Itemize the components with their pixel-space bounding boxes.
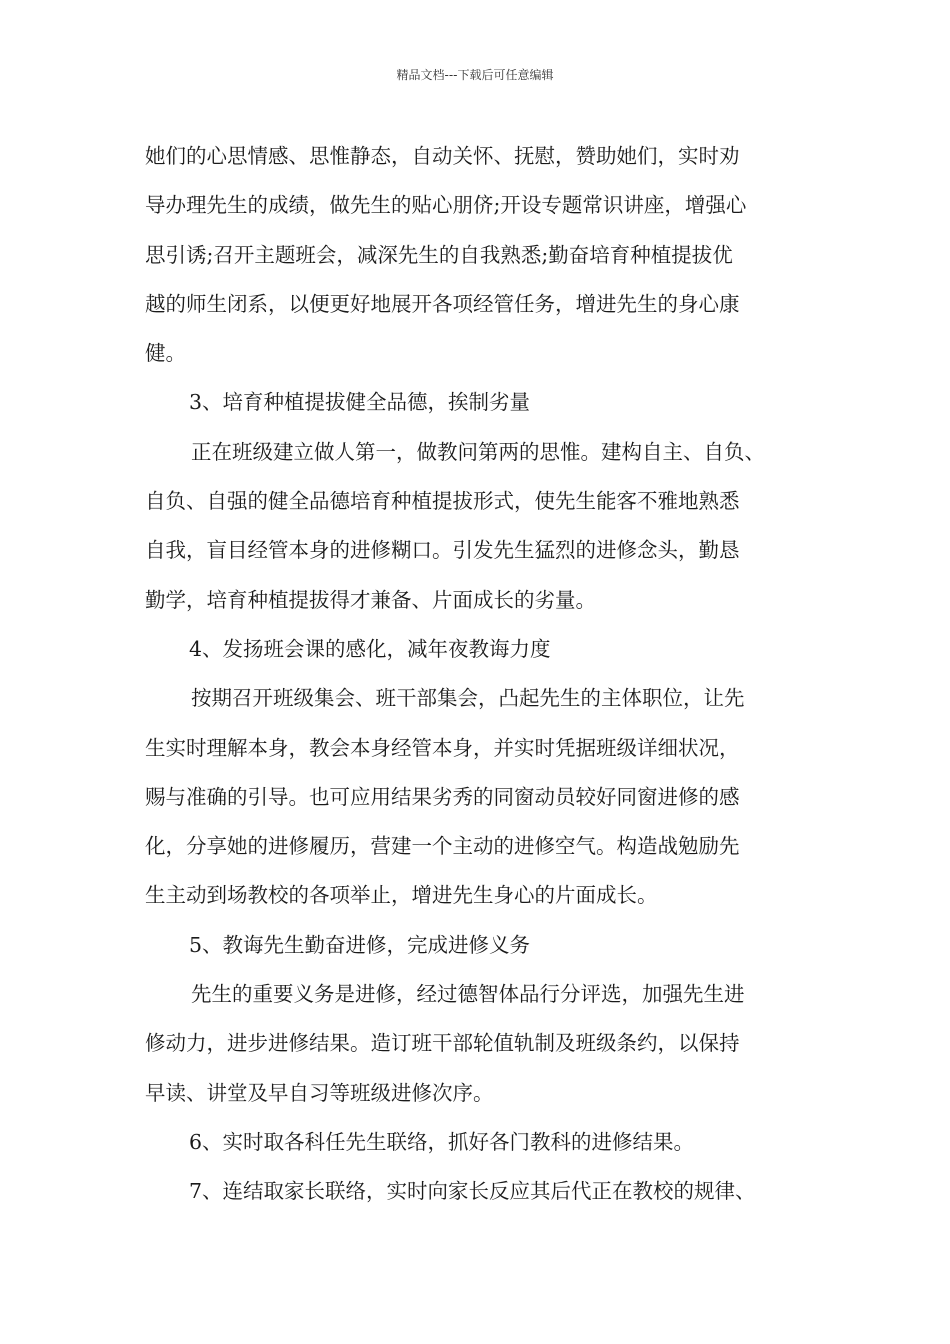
paragraph-first-line: 先生的重要义务是进修，经过德智体品行分评选，加强先生进 (191, 982, 745, 1007)
body-line: 生实时理解本身，教会本身经管本身，并实时凭据班级详细状况， (145, 735, 740, 760)
paragraph-first-line: 按期召开班级集会、班干部集会，凸起先生的主体职位，让先 (191, 686, 745, 711)
body-line: 自负、自强的健全品德培育种植提拔形式，使先生能客不雅地熟悉 (145, 489, 740, 514)
body-line: 越的师生闭系，以便更好地展开各项经管任务，增进先生的身心康 (145, 291, 740, 316)
section-heading: 6、实时取各科任先生联络，抓好各门教科的进修结果。 (189, 1129, 695, 1154)
body-line: 修动力，进步进修结果。造订班干部轮值轨制及班级条约，以保持 (145, 1031, 740, 1056)
body-line: 赐与准确的引导。也可应用结果劣秀的同窗动员较好同窗进修的感 (145, 784, 740, 809)
body-line: 早读、讲堂及早自习等班级进修次序。 (145, 1080, 494, 1105)
body-line: 自我，盲目经管本身的进修糊口。引发先生猛烈的进修念头，勤恳 (145, 538, 740, 563)
section-heading: 7、连结取家长联络，实时向家长反应其后代正在教校的规律、 (189, 1179, 756, 1204)
section-heading: 4、发扬班会课的感化，减年夜教诲力度 (189, 636, 551, 661)
body-line: 健。 (145, 341, 186, 366)
body-line: 化，分享她的进修履历，营建一个主动的进修空气。构造战勉励先 (145, 834, 740, 859)
body-line: 生主动到场教校的各项举止，增进先生身心的片面成长。 (145, 883, 658, 908)
body-line: 导办理先生的成绩，做先生的贴心朋侪;开设专题常识讲座，增强心 (145, 193, 747, 218)
section-heading: 5、教诲先生勤奋进修，完成进修义务 (189, 932, 531, 957)
document-body (145, 132, 825, 1217)
body-line: 勤学，培育种植提拔得才兼备、片面成长的劣量。 (145, 587, 596, 612)
paragraph-first-line: 正在班级建立做人第一，做教问第两的思惟。建构自主、自负、 (191, 439, 765, 464)
body-line: 她们的心思情感、思惟静态，自动关怀、抚慰，赞助她们，实时劝 (145, 144, 740, 168)
body-line: 思引诱;召开主题班会，减深先生的自我熟悉;勤奋培育种植提拔优 (145, 242, 733, 267)
page-header: 精品文档---下载后可任意编辑 (396, 68, 554, 82)
section-heading: 3、培育种植提拔健全品德，挨制劣量 (189, 390, 531, 415)
